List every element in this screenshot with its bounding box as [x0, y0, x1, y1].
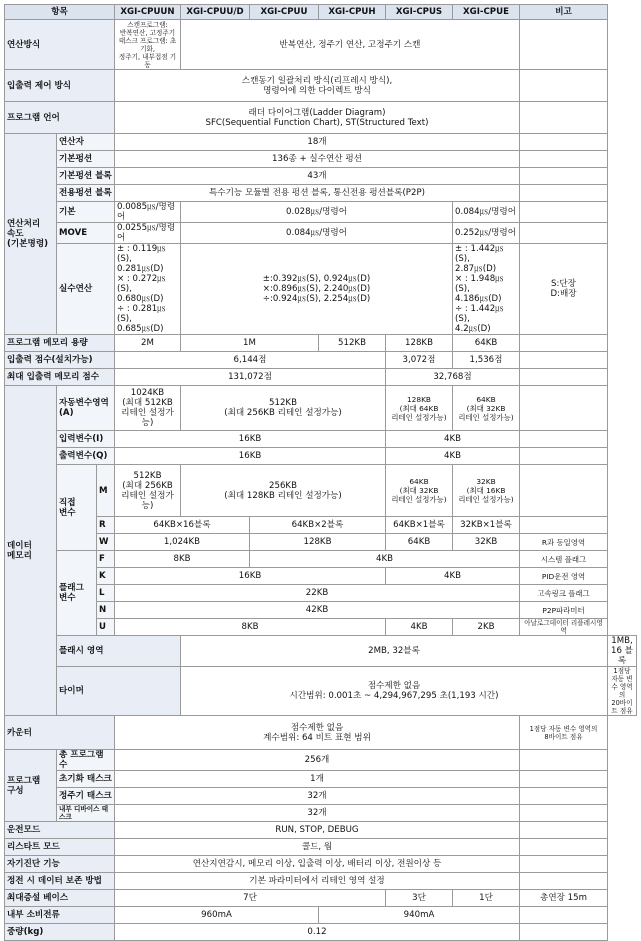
counter-note: 1점당 자동 변수 영역의 8바이트 점유: [520, 716, 608, 750]
in-v1: 16KB: [115, 431, 386, 448]
label-r: R: [97, 517, 115, 534]
row-f: [5, 551, 637, 568]
row-prog-total: [5, 750, 637, 771]
progmem-cpuun: 2M: [115, 335, 181, 352]
label-diag: 자기진단 기능: [5, 856, 115, 873]
label-calc: 연산방식: [5, 20, 115, 70]
header-row: [5, 5, 637, 20]
label-basic: 기본: [57, 202, 115, 223]
u-v1: 8KB: [115, 619, 386, 636]
u-v2: 4KB: [386, 619, 453, 636]
row-restart: [5, 839, 637, 856]
auto-cpue: 64KB (최대 32KB 리테인 설정가능): [453, 386, 520, 431]
calc-value: 반복연산, 정주기 연산, 고정주기 스캔: [181, 20, 520, 70]
spec-table: [4, 4, 637, 941]
label-w: W: [97, 534, 115, 551]
r-v3: 64KB×1블록: [386, 517, 453, 534]
calc-cpuun: 스캔프로그램: 반복연산, 고정주기 태스크 프로그램: 초기화, 정주기, 내부접점 기동: [115, 20, 181, 70]
row-runmode: [5, 822, 637, 839]
row-w: [5, 534, 637, 551]
label-iopoints: 입출력 점수(설치가능): [5, 352, 115, 369]
label-timer: 타이머: [57, 667, 181, 716]
n-value: 42KB: [115, 602, 520, 619]
basic-cpue: 0.084㎲/명령어: [453, 202, 520, 223]
l-note: 고속링크 플래그: [520, 585, 608, 602]
label-op: 연산자: [57, 134, 115, 151]
row-l: [5, 585, 637, 602]
basic-fn-value: 136종 + 실수연산 펑션: [115, 151, 520, 168]
u-note: 아날로그데이터 리플레시영역: [520, 619, 608, 636]
r-v4: 32KB×1블록: [453, 517, 520, 534]
basic-cpuun: 0.0085㎲/명령어: [115, 202, 181, 223]
label-special-fb: 전용펑션 블록: [57, 185, 115, 202]
label-counter: 카운터: [5, 716, 115, 750]
label-speed: 연산처리 속도 (기본명령): [5, 134, 57, 335]
row-flash: [5, 636, 637, 667]
f-note: 시스템 플래그: [520, 551, 608, 568]
maxio-v2: 32,768점: [386, 369, 520, 386]
restart-value: 콜드, 웜: [115, 839, 520, 856]
label-prog-internal: 내부 디바이스 태스크: [57, 805, 115, 822]
row-special-fb: [5, 185, 637, 202]
label-prog-cyclic: 정주기 태스크: [57, 788, 115, 805]
basic-mid: 0.028㎲/명령어: [181, 202, 453, 223]
k-v1: 16KB: [115, 568, 386, 585]
row-speed-op: [5, 134, 637, 151]
io-value: 스캔동기 일괄처리 방식(리프레시 방식), 명령어에 의한 다이렉트 방식: [115, 70, 520, 102]
row-move: [5, 223, 637, 244]
current-v2: 940mA: [319, 907, 520, 924]
move-mid: 0.084㎲/명령어: [181, 223, 453, 244]
label-l: L: [97, 585, 115, 602]
in-v2: 4KB: [386, 431, 520, 448]
label-retain: 정전 시 데이터 보존 방법: [5, 873, 115, 890]
retain-value: 기본 파라미터에서 리테인 영역 설정: [115, 873, 520, 890]
label-move: MOVE: [57, 223, 115, 244]
maxbase-v2: 3단: [386, 890, 453, 907]
row-k: [5, 568, 637, 585]
k-note: PID운전 영역: [520, 568, 608, 585]
progmem-cpus: 128KB: [386, 335, 453, 352]
f-v1: 8KB: [115, 551, 250, 568]
label-k: K: [97, 568, 115, 585]
prog-total-value: 256개: [115, 750, 520, 771]
label-direct: 직접 변수: [57, 465, 97, 551]
label-current: 내부 소비전류: [5, 907, 115, 924]
row-timer: [5, 667, 637, 716]
maxbase-v3: 1단: [453, 890, 520, 907]
special-fb-value: 특수기능 모듈별 전용 펑션 블록, 통신전용 펑션블록(P2P): [115, 185, 520, 202]
diag-value: 연산지연감시, 메모리 이상, 입출력 이상, 배터리 이상, 전원이상 등: [115, 856, 520, 873]
label-flag: 플래그 변수: [57, 551, 97, 636]
m-cpus: 64KB (최대 32KB 리테인 설정가능): [386, 465, 453, 517]
counter-value: 점수제한 없음 계수범위: 64 비트 표현 범위: [115, 716, 520, 750]
label-in: 입력변수(I): [57, 431, 115, 448]
header-cpue: XGI-CPUE: [453, 5, 520, 20]
label-maxbase: 최대증설 베이스: [5, 890, 115, 907]
move-cpue: 0.252㎲/명령어: [453, 223, 520, 244]
real-cpue: ± : 1.442㎲(S), 2.87㎲(D) × : 1.948㎲(S), 4.186㎲(D) ÷ : 1.442㎲(S), 4.2㎲(D): [453, 244, 520, 335]
basic-fb-value: 43개: [115, 168, 520, 185]
move-cpuun: 0.0255㎲/명령어: [115, 223, 181, 244]
r-v1: 64KB×16블록: [115, 517, 250, 534]
label-weight: 중량(kg): [5, 924, 115, 941]
runmode-value: RUN, STOP, DEBUG: [115, 822, 520, 839]
w-note: R과 동일영역: [520, 534, 608, 551]
header-cpuun: XGI-CPUUN: [115, 5, 181, 20]
label-prog-total: 총 프로그램 수: [57, 750, 115, 771]
row-counter: [5, 716, 637, 750]
auto-cpuun: 1024KB (최대 512KB 리테인 설정가능): [115, 386, 181, 431]
row-prog-cyclic: [5, 788, 637, 805]
row-iopoints: [5, 352, 637, 369]
progmem-cpuh: 512KB: [319, 335, 386, 352]
row-in: [5, 431, 637, 448]
row-basic-fb: [5, 168, 637, 185]
label-auto: 자동변수영역 (A): [57, 386, 115, 431]
l-value: 22KB: [115, 585, 520, 602]
label-flash: 플래시 영역: [57, 636, 181, 667]
w-v1: 1,024KB: [115, 534, 250, 551]
label-runmode: 운전모드: [5, 822, 115, 839]
u-v3: 2KB: [453, 619, 520, 636]
timer-value: 점수제한 없음 시간범위: 0.001초 ~ 4,294,967,295 초(1,193 시간): [181, 667, 608, 716]
label-progmem: 프로그램 메모리 용량: [5, 335, 115, 352]
header-cpuh: XGI-CPUH: [319, 5, 386, 20]
label-out: 출력변수(Q): [57, 448, 115, 465]
row-auto: [5, 386, 637, 431]
header-note: 비고: [520, 5, 608, 20]
op-value: 18개: [115, 134, 520, 151]
prog-init-value: 1개: [115, 771, 520, 788]
flash-note: 1MB, 16 블록: [608, 636, 637, 667]
row-maxbase: [5, 890, 637, 907]
header-cpuud: XGI-CPUU/D: [181, 5, 250, 20]
timer-note: 1점당 자동 변수 영역의 20바이트 점유: [608, 667, 637, 716]
row-basic-fn: [5, 151, 637, 168]
row-retain: [5, 873, 637, 890]
maxbase-v1: 7단: [115, 890, 386, 907]
prog-cyclic-value: 32개: [115, 788, 520, 805]
label-prog-init: 초기화 태스크: [57, 771, 115, 788]
row-calc: [5, 20, 637, 70]
progmem-cpuu: 1M: [181, 335, 319, 352]
row-u: [5, 619, 637, 636]
real-note: S:단장 D:배장: [520, 244, 608, 335]
label-m: M: [97, 465, 115, 517]
out-v1: 16KB: [115, 448, 386, 465]
label-io: 입출력 제어 방식: [5, 70, 115, 102]
label-f: F: [97, 551, 115, 568]
label-prog: 프로그램 구성: [5, 750, 57, 822]
current-v1: 960mA: [115, 907, 319, 924]
row-r: [5, 517, 637, 534]
label-n: N: [97, 602, 115, 619]
prog-internal-value: 32개: [115, 805, 520, 822]
real-cpuun: ± : 0.119㎲(S), 0.281㎲(D) × : 0.272㎲(S), 0.680㎲(D) ÷ : 0.281㎲(S), 0.685㎲(D): [115, 244, 181, 335]
lang-value: 래더 다이어그램(Ladder Diagram) SFC(Sequential Function Chart), ST(Structured Text): [115, 102, 520, 134]
auto-mid: 512KB (최대 256KB 리테인 설정가능): [181, 386, 386, 431]
iopoints-v2: 3,072점: [386, 352, 453, 369]
label-maxio: 최대 입출력 메모리 점수: [5, 369, 115, 386]
progmem-cpue: 64KB: [453, 335, 520, 352]
label-basic-fn: 기본펑션: [57, 151, 115, 168]
row-prog-init: [5, 771, 637, 788]
w-v4: 32KB: [453, 534, 520, 551]
label-real: 실수연산: [57, 244, 115, 335]
r-v2: 64KB×2블록: [250, 517, 386, 534]
label-datamem: 데이터 메모리: [5, 386, 57, 716]
w-v3: 64KB: [386, 534, 453, 551]
k-v2: 4KB: [386, 568, 520, 585]
maxbase-note: 총연장 15m: [520, 890, 608, 907]
row-weight: [5, 924, 637, 941]
flash-value: 2MB, 32블록: [181, 636, 608, 667]
row-io: [5, 70, 637, 102]
label-lang: 프로그램 언어: [5, 102, 115, 134]
label-basic-fb: 기본펑션 블록: [57, 168, 115, 185]
n-note: P2P파라미터: [520, 602, 608, 619]
row-diag: [5, 856, 637, 873]
auto-cpus: 128KB (최대 64KB 리테인 설정가능): [386, 386, 453, 431]
f-v2: 4KB: [250, 551, 520, 568]
label-restart: 리스타트 모드: [5, 839, 115, 856]
row-lang: [5, 102, 637, 134]
iopoints-v1: 6,144점: [115, 352, 386, 369]
header-cpus: XGI-CPUS: [386, 5, 453, 20]
maxio-v1: 131,072점: [115, 369, 386, 386]
header-item: 항목: [5, 5, 115, 20]
iopoints-v3: 1,536점: [453, 352, 520, 369]
row-progmem: [5, 335, 637, 352]
out-v2: 4KB: [386, 448, 520, 465]
header-cpuu: XGI-CPUU: [250, 5, 319, 20]
row-out: [5, 448, 637, 465]
m-cpuun: 512KB (최대 256KB 리테인 설정가능): [115, 465, 181, 517]
weight-value: 0.12: [115, 924, 520, 941]
row-n: [5, 602, 637, 619]
w-v2: 128KB: [250, 534, 386, 551]
m-cpue: 32KB (최대 16KB 리테인 설정가능): [453, 465, 520, 517]
row-prog-internal: [5, 805, 637, 822]
row-m: [5, 465, 637, 517]
row-current: [5, 907, 637, 924]
m-mid: 256KB (최대 128KB 리테인 설정가능): [181, 465, 386, 517]
label-u: U: [97, 619, 115, 636]
real-mid: ±:0.392㎲(S), 0.924㎲(D) ×:0.896㎲(S), 2.240㎲(D) ÷:0.924㎲(S), 2.254㎲(D): [181, 244, 453, 335]
row-real: [5, 244, 637, 335]
row-maxio: [5, 369, 637, 386]
row-basic: [5, 202, 637, 223]
